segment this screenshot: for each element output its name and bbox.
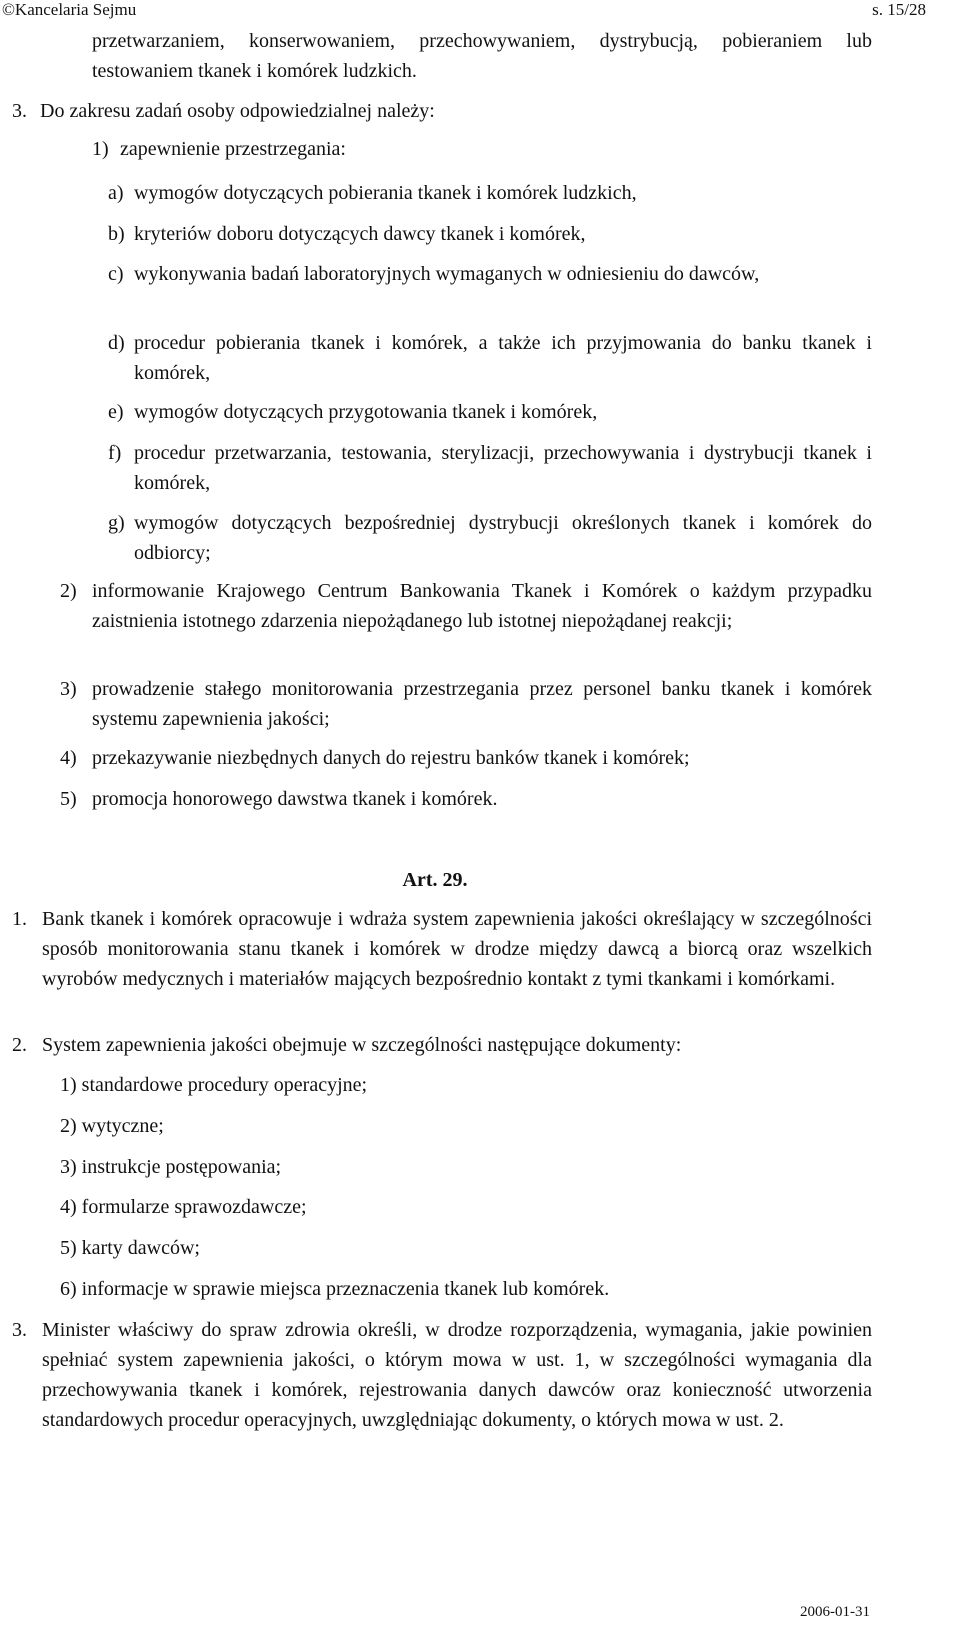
subitem-d-letter: d) [108,332,125,354]
section-1 [12,904,872,994]
item-5-text: promocja honorowego dawstwa tkanek i komórek. [92,788,498,810]
item-2-text: informowanie Krajowego Centrum Bankowania Tkanek i Komórek o każdym przypadku zaistnienia istotnego zdarzenia niepożądanego lub istotnej niepożądanej reakcji; [92,580,872,632]
subitem-g [108,508,872,568]
item-3-number: 3) [60,678,77,700]
subitem-g-letter: g) [108,512,125,534]
item-4 [60,743,872,773]
subitem-g-text: wymogów dotyczących bezpośredniej dystrybucji określonych tkanek i komórek do odbiorcy; [134,512,872,564]
subitem-a-text: wymogów dotyczących pobierania tkanek i komórek ludzkich, [134,182,637,204]
section-1-number: 1. [12,908,27,930]
subitem-b-text: kryteriów doboru dotyczących dawcy tkanek i komórek, [134,223,586,245]
document-item-5: 5) karty dawców; [60,1237,200,1259]
subitem-a [108,178,872,208]
header-copyright: ©Kancelaria Sejmu [2,0,137,19]
item-4-text: przekazywanie niezbędnych danych do rejestru banków tkanek i komórek; [92,747,690,769]
section-2 [12,1030,872,1060]
item-3-text: prowadzenie stałego monitorowania przestrzegania przez personel banku tkanek i komórek systemu zapewnienia jakości; [92,678,872,730]
subitem-f-letter: f) [108,442,122,464]
header-page-number: s. 15/28 [872,0,926,19]
subitem-c [108,259,872,289]
section-3-number: 3. [12,1319,27,1341]
document-item-2: 2) wytyczne; [60,1115,164,1137]
intro-paragraph: przetwarzaniem, konserwowaniem, przechowywaniem, dystrybucją, pobieraniem lub testowaniem tkanek i komórek ludzkich. [92,30,872,82]
subitem-b [108,219,872,249]
item-5-number: 5) [60,788,77,810]
paragraph-3-text: Do zakresu zadań osoby odpowiedzialnej należy: [40,100,435,122]
section-2-text: System zapewnienia jakości obejmuje w szczególności następujące dokumenty: [42,1034,682,1056]
subitem-b-letter: b) [108,223,125,245]
subitem-d [108,328,872,388]
item-1-number: 1) [92,138,109,160]
subitem-a-letter: a) [108,182,124,204]
item-1 [92,134,872,164]
item-2 [60,576,872,636]
subitem-d-text: procedur pobierania tkanek i komórek, a także ich przyjmowania do banku tkanek i komórek, [134,332,872,384]
section-3 [12,1315,872,1435]
paragraph-3-number: 3. [12,100,27,122]
item-5 [60,784,872,814]
section-3-text: Minister właściwy do spraw zdrowia określi, w drodze rozporządzenia, wymagania, jakie powinien spełniać system zapewnienia jakości, o którym mowa w ust. 1, w szczególności wymagania dla przechowywania tkanek i komórek, rejestrowania danych dawców oraz konieczność utworzenia standardowych procedur operacyjnych, uwzględniając dokumenty, o których mowa w ust. 2. [42,1319,872,1431]
document-item-6: 6) informacje w sprawie miejsca przeznaczenia tkanek lub komórek. [60,1278,610,1300]
footer-date: 2006-01-31 [800,1604,870,1620]
document-item-4: 4) formularze sprawozdawcze; [60,1196,307,1218]
section-2-number: 2. [12,1034,27,1056]
subitem-c-letter: c) [108,263,124,285]
subitem-f-text: procedur przetwarzania, testowania, sterylizacji, przechowywania i dystrybucji tkanek i komórek, [134,442,872,494]
subitem-f [108,438,872,498]
subitem-e-text: wymogów dotyczących przygotowania tkanek i komórek, [134,401,598,423]
article-title: Art. 29. [402,869,468,891]
subitem-e-letter: e) [108,401,124,423]
item-3 [60,674,872,734]
item-1-text: zapewnienie przestrzegania: [120,138,346,160]
subitem-e [108,397,872,427]
item-4-number: 4) [60,747,77,769]
document-item-1: 1) standardowe procedury operacyjne; [60,1074,368,1096]
section-1-text: Bank tkanek i komórek opracowuje i wdraża system zapewnienia jakości określający w szczególności sposób monitorowania stanu tkanek i komórek w drodze między dawcą a biorcą oraz wszelkich wyrobów medycznych i materiałów mających bezpośrednio kontakt z tymi tkankami i komórkami. [42,908,872,990]
paragraph-3 [12,96,872,126]
item-2-number: 2) [60,580,77,602]
subitem-c-text: wykonywania badań laboratoryjnych wymaganych w odniesieniu do dawców, [134,263,760,285]
document-item-3: 3) instrukcje postępowania; [60,1156,282,1178]
